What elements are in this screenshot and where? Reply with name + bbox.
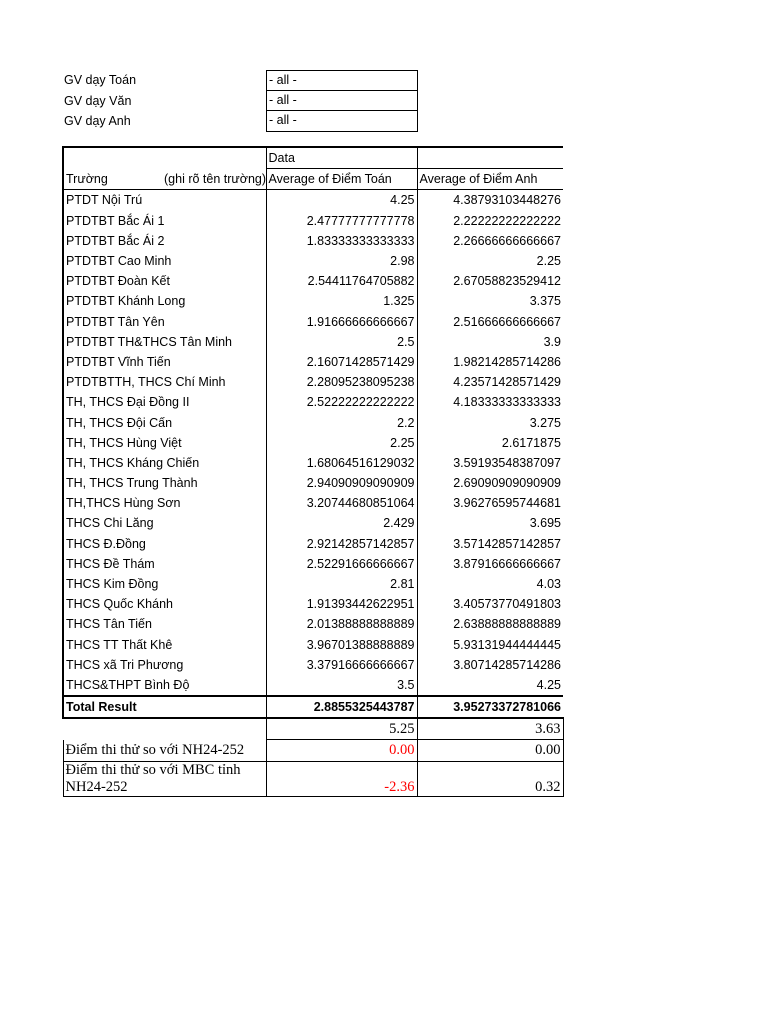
toan-value-cell: 1.83333333333333 <box>266 231 417 251</box>
table-row <box>63 675 563 696</box>
toan-value-cell: 2.81 <box>266 574 417 594</box>
anh-value-cell: 3.87916666666667 <box>417 554 563 574</box>
compare-nh-label: Điểm thi thử so với NH24-252 <box>63 740 266 761</box>
school-name-cell[interactable]: PTDTBT Khánh Long <box>63 291 266 311</box>
anh-value-cell: 4.03 <box>417 574 563 594</box>
reference-toan: 5.25 <box>266 718 417 740</box>
anh-value-cell: 3.9 <box>417 332 563 352</box>
toan-value-cell: 2.92142857142857 <box>266 534 417 554</box>
toan-value-cell: 1.91666666666667 <box>266 312 417 332</box>
filter-label: GV dạy Toán <box>64 73 137 88</box>
compare-nh-row <box>63 740 563 761</box>
anh-value-cell: 2.69090909090909 <box>417 473 563 493</box>
filter-label: GV dạy Văn <box>64 93 132 108</box>
school-name-cell[interactable]: THCS Tân Tiến <box>63 614 266 634</box>
reference-empty-cell <box>63 718 266 740</box>
school-name-cell[interactable]: PTDTBT Cao Minh <box>63 251 266 271</box>
anh-value-cell: 2.26666666666667 <box>417 231 563 251</box>
compare-mbc-anh: 0.32 <box>417 761 563 796</box>
compare-mbc-label <box>63 761 266 796</box>
table-row <box>63 291 563 311</box>
table-row <box>63 473 563 493</box>
anh-value-cell: 3.275 <box>417 412 563 432</box>
toan-value-cell: 3.96701388888889 <box>266 635 417 655</box>
toan-value-cell: 2.2 <box>266 412 417 432</box>
table-row <box>63 251 563 271</box>
filter-row-anh <box>62 111 418 132</box>
toan-value-cell: 2.54411764705882 <box>266 271 417 291</box>
anh-value-cell: 2.67058823529412 <box>417 271 563 291</box>
table-row <box>63 594 563 614</box>
toan-value-cell: 2.52291666666667 <box>266 554 417 574</box>
anh-value-cell: 5.93131944444445 <box>417 635 563 655</box>
anh-value-cell: 1.98214285714286 <box>417 352 563 372</box>
compare-nh-anh: 0.00 <box>417 740 563 761</box>
toan-value-cell: 3.5 <box>266 675 417 696</box>
pivot-corner-cell <box>63 147 266 169</box>
table-row <box>63 211 563 231</box>
data-field-filler <box>417 147 563 169</box>
compare-mbc-toan: -2.36 <box>266 761 417 796</box>
pivot-data-header-row <box>63 147 563 169</box>
filter-label: GV dạy Anh <box>64 114 131 129</box>
school-name-cell[interactable]: PTDT Nội Trú <box>63 190 266 211</box>
table-row <box>63 655 563 675</box>
anh-column-header[interactable]: Average of Điểm Anh <box>417 169 563 190</box>
total-row <box>63 696 563 718</box>
school-header-label: Trường <box>66 172 108 187</box>
compare-mbc-row <box>63 761 563 796</box>
school-name-cell[interactable]: PTDTBT Tân Yên <box>63 312 266 332</box>
toan-value-cell: 2.5 <box>266 332 417 352</box>
toan-value-cell: 2.01388888888889 <box>266 614 417 634</box>
anh-value-cell: 4.25 <box>417 675 563 696</box>
toan-value-cell: 2.429 <box>266 513 417 533</box>
anh-value-cell: 3.96276595744681 <box>417 493 563 513</box>
toan-value-cell: 4.25 <box>266 190 417 211</box>
compare-mbc-label-line1: Điểm thi thử so với MBC tỉnh <box>65 761 241 778</box>
school-name-cell[interactable]: TH, THCS Đội Cấn <box>63 412 266 432</box>
anh-value-cell: 3.80714285714286 <box>417 655 563 675</box>
table-row <box>63 190 563 211</box>
table-row <box>63 332 563 352</box>
compare-mbc-label-line2: NH24-252 <box>65 778 128 795</box>
filter-row-van <box>62 91 418 112</box>
table-row <box>63 392 563 412</box>
reference-row <box>63 718 563 740</box>
table-row <box>63 574 563 594</box>
table-row <box>63 513 563 533</box>
table-row <box>63 352 563 372</box>
school-name-cell[interactable]: TH, THCS Trung Thành <box>63 473 266 493</box>
data-field-label[interactable]: Data <box>266 147 417 169</box>
anh-value-cell: 2.6171875 <box>417 433 563 453</box>
filter-dropdown-toan[interactable]: - all - <box>266 70 418 92</box>
total-anh: 3.95273372781066 <box>417 696 563 718</box>
table-row <box>63 372 563 392</box>
table-row <box>63 493 563 513</box>
table-row <box>63 554 563 574</box>
school-name-cell[interactable]: PTDTBT TH&THCS Tân Minh <box>63 332 266 352</box>
toan-value-cell: 1.91393442622951 <box>266 594 417 614</box>
school-name-cell[interactable]: PTDTBT Bắc Ái 1 <box>63 211 266 231</box>
total-label: Total Result <box>63 696 266 718</box>
anh-value-cell: 3.40573770491803 <box>417 594 563 614</box>
anh-value-cell: 4.38793103448276 <box>417 190 563 211</box>
school-name-cell[interactable]: THCS Quốc Khánh <box>63 594 266 614</box>
table-row <box>63 312 563 332</box>
anh-value-cell: 3.59193548387097 <box>417 453 563 473</box>
toan-value-cell: 2.28095238095238 <box>266 372 417 392</box>
toan-value-cell: 1.325 <box>266 291 417 311</box>
toan-column-header[interactable]: Average of Điểm Toán <box>266 169 417 190</box>
anh-value-cell: 3.57142857142857 <box>417 534 563 554</box>
anh-value-cell: 2.25 <box>417 251 563 271</box>
anh-value-cell: 3.695 <box>417 513 563 533</box>
anh-value-cell: 4.18333333333333 <box>417 392 563 412</box>
school-name-cell[interactable]: PTDTBTTH, THCS Chí Minh <box>63 372 266 392</box>
school-name-cell[interactable]: TH, THCS Đại Đồng II <box>63 392 266 412</box>
toan-value-cell: 1.68064516129032 <box>266 453 417 473</box>
anh-value-cell: 2.22222222222222 <box>417 211 563 231</box>
toan-value-cell: 2.98 <box>266 251 417 271</box>
school-name-cell[interactable]: TH, THCS Kháng Chiến <box>63 453 266 473</box>
table-row <box>63 453 563 473</box>
school-name-cell[interactable]: TH,THCS Hùng Sơn <box>63 493 266 513</box>
table-row <box>63 412 563 432</box>
school-name-cell[interactable]: PTDTBT Bắc Ái 2 <box>63 231 266 251</box>
school-name-cell[interactable]: THCS TT Thất Khê <box>63 635 266 655</box>
school-name-cell[interactable]: THCS Kim Đồng <box>63 574 266 594</box>
anh-value-cell: 3.375 <box>417 291 563 311</box>
school-name-cell[interactable]: THCS&THPT Bình Độ <box>63 675 266 696</box>
toan-value-cell: 2.52222222222222 <box>266 392 417 412</box>
filter-dropdown-anh[interactable]: - all - <box>266 111 418 132</box>
table-row <box>63 271 563 291</box>
school-name-cell[interactable]: TH, THCS Hùng Việt <box>63 433 266 453</box>
school-name-cell[interactable]: THCS Đề Thám <box>63 554 266 574</box>
school-name-cell[interactable]: THCS Đ.Đồng <box>63 534 266 554</box>
toan-value-cell: 2.94090909090909 <box>266 473 417 493</box>
table-row <box>63 635 563 655</box>
school-name-cell[interactable]: PTDTBT Vĩnh Tiến <box>63 352 266 372</box>
anh-value-cell: 2.51666666666667 <box>417 312 563 332</box>
school-name-cell[interactable]: PTDTBT Đoàn Kết <box>63 271 266 291</box>
table-row <box>63 433 563 453</box>
filter-row-toan <box>62 70 418 91</box>
table-row <box>63 614 563 634</box>
pivot-table <box>62 146 564 797</box>
total-toan: 2.8855325443787 <box>266 696 417 718</box>
pivot-column-header-row <box>63 169 563 190</box>
toan-value-cell: 3.37916666666667 <box>266 655 417 675</box>
toan-value-cell: 2.25 <box>266 433 417 453</box>
school-column-header[interactable] <box>63 169 266 190</box>
filter-panel <box>62 70 418 132</box>
school-name-cell[interactable]: THCS xã Tri Phương <box>63 655 266 675</box>
school-header-note: (ghi rõ tên trường) <box>164 171 266 186</box>
anh-value-cell: 4.23571428571429 <box>417 372 563 392</box>
reference-anh: 3.63 <box>417 718 563 740</box>
toan-value-cell: 3.20744680851064 <box>266 493 417 513</box>
toan-value-cell: 2.47777777777778 <box>266 211 417 231</box>
toan-value-cell: 2.16071428571429 <box>266 352 417 372</box>
filter-dropdown-van[interactable]: - all - <box>266 91 418 112</box>
anh-value-cell: 2.63888888888889 <box>417 614 563 634</box>
compare-nh-toan: 0.00 <box>266 740 417 761</box>
table-row <box>63 534 563 554</box>
school-name-cell[interactable]: THCS Chi Lăng <box>63 513 266 533</box>
table-row <box>63 231 563 251</box>
